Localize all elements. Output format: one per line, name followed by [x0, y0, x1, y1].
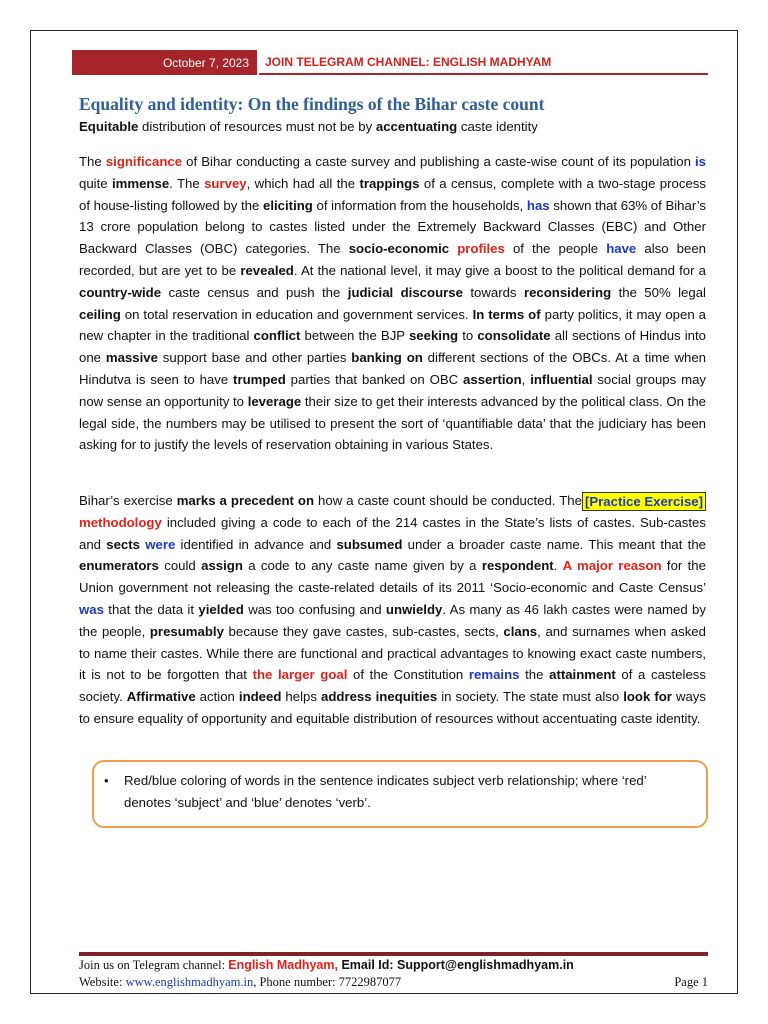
- text-run: was too confusing and: [243, 601, 386, 617]
- vocab-word: leverage: [247, 393, 302, 409]
- text-run: their size to get their interests advanced by the political class. On the legal side, the numbers may be utilised to present the sort of ‘quantifiable data’ that the judiciary has been asking for to justify the levels of reservation obtaining in various States.: [79, 393, 706, 453]
- text-run: . At the national level, it may give a boost to the political demand for a: [293, 262, 706, 278]
- vocab-word: sects: [106, 536, 140, 552]
- text-run: caste identity: [457, 119, 538, 134]
- bullet-icon: •: [104, 773, 109, 788]
- vocab-word: trappings: [359, 175, 420, 191]
- vocab-word: eliciting: [263, 197, 313, 213]
- text-run: towards: [462, 284, 524, 300]
- text-run: between the BJP: [300, 328, 409, 344]
- text-run: action: [195, 689, 239, 705]
- text-run: shown that 63% of Bihar’s 13 crore population belong to castes listed under the Extremely Backward Classes (EBC) and Other Backward Classes (OBC) categories. The: [79, 197, 707, 257]
- footer-contact-line: [79, 958, 708, 973]
- vocab-word: unwieldy: [385, 601, 443, 617]
- text-run: The: [79, 154, 106, 169]
- text-run: under a broader caste name. This meant that the: [402, 536, 706, 552]
- text-run: . As many as 46 lakh castes were named by the people,: [79, 601, 706, 639]
- text-run: parties that banked on OBC: [285, 371, 464, 387]
- text-run: of the Constitution: [347, 667, 469, 683]
- footer-website-prefix: Website:: [79, 975, 126, 989]
- verb-word: is: [695, 154, 707, 169]
- note-text: Red/blue coloring of words in the sentence indicates subject verb relationship; where ‘red’ denotes ‘subject’ and ‘blue’ denotes ‘verb’.: [124, 773, 647, 810]
- vocab-word: country-wide: [79, 284, 162, 300]
- footer-channel-name[interactable]: English Madhyam,: [228, 958, 338, 972]
- text-run: on total reservation in education and government services.: [120, 306, 473, 322]
- text-run: to: [458, 328, 478, 344]
- vocab-word: attainment: [549, 667, 616, 683]
- vocab-word: massive: [105, 350, 158, 366]
- verb-word: has: [526, 197, 550, 213]
- text-run: identified in advance and: [175, 536, 337, 552]
- text-run: of the people: [504, 241, 607, 257]
- vocab-word: revealed: [240, 262, 294, 278]
- verb-word: have: [606, 241, 637, 257]
- vocab-word: influential: [530, 371, 593, 387]
- footer-email[interactable]: Email Id: Support@englishmadhyam.in: [337, 958, 574, 972]
- vocab-word: Affirmative: [126, 689, 196, 705]
- text-run: because they gave castes, sub-castes, sects,: [223, 623, 504, 639]
- vocab-word: look for: [623, 689, 672, 705]
- text-run: also been recorded, but are yet to be: [79, 241, 707, 278]
- paragraph-2-body: [79, 493, 706, 726]
- telegram-channel-banner: JOIN TELEGRAM CHANNEL: ENGLISH MADHYAM: [259, 50, 708, 75]
- verb-word: remains: [468, 667, 520, 683]
- vocab-word: respondent: [481, 558, 554, 574]
- text-run: all sections of Hindus into one: [79, 328, 707, 366]
- vocab-word: immense: [111, 175, 170, 191]
- text-run: helps: [281, 689, 321, 705]
- text-run: of a casteless society.: [79, 667, 706, 705]
- text-run: distribution of resources must not be by: [138, 119, 376, 134]
- text-run: the 50% legal: [611, 284, 706, 300]
- text-run: , which had all the: [246, 175, 360, 191]
- footer-website-line: [79, 975, 708, 990]
- vocab-word: enumerators: [79, 558, 159, 574]
- text-run: , and surnames when asked to name their castes. While there are functional and practical advantages to knowing exact caste numbers, it is not to be forgotten that: [79, 623, 706, 683]
- vocab-word: Equitable: [79, 119, 139, 134]
- verb-word: was: [79, 601, 104, 617]
- vocab-word: banking on: [351, 350, 423, 366]
- text-run: quite: [79, 175, 112, 191]
- footer-divider: [79, 952, 708, 956]
- vocab-word: trumped: [233, 371, 286, 387]
- text-run: for the Union government not releasing the caste-related details of its 2011 ‘Socio-economic and Caste Census’: [79, 558, 706, 596]
- vocab-word: subsumed: [336, 536, 403, 552]
- vocab-word: conflict: [253, 328, 301, 344]
- text-run: ,: [521, 371, 531, 387]
- article-title: Equality and identity: On the findings of the Bihar caste count: [79, 94, 545, 114]
- text-run: .: [553, 558, 563, 574]
- text-run: . The: [169, 175, 205, 191]
- subject-word: survey: [204, 175, 247, 191]
- text-run: a code to any caste name given by a: [242, 558, 482, 574]
- text-run: in society. The state must also: [437, 689, 624, 705]
- subject-word: profiles: [457, 241, 505, 257]
- text-run: different sections of the OBCs. At a time when Hindutva is seen to have: [79, 350, 706, 387]
- vocab-word: clans: [503, 623, 538, 639]
- text-run: support base and other parties: [157, 350, 352, 366]
- text-run: how a caste count should be conducted. The: [314, 493, 582, 508]
- page-number: Page 1: [674, 975, 708, 989]
- text-run: that the data it: [103, 601, 199, 617]
- text-run: ways to ensure equality of opportunity and equitable distribution of resources without accentuating caste identity.: [79, 689, 706, 726]
- text-run: included giving a code to each of the 214 castes in the State’s lists of castes. Sub-castes and: [79, 514, 706, 552]
- header-bar: [72, 50, 708, 75]
- text-run: of information from the households,: [312, 197, 527, 213]
- vocab-word: yielded: [198, 601, 244, 617]
- vocab-word: assertion: [463, 371, 522, 387]
- vocab-word: indeed: [238, 689, 282, 705]
- verb-word: were: [145, 536, 176, 552]
- footer-phone: , Phone number: 7722987077: [253, 975, 402, 989]
- vocab-word: accentuating: [375, 119, 458, 134]
- text-run: social groups may now sense an opportunity to: [79, 371, 707, 409]
- subject-word: methodology: [79, 514, 162, 530]
- article-paragraph-2: [79, 490, 706, 730]
- text-run: party politics, it may open a new chapter in the traditional: [79, 306, 707, 344]
- vocab-word: socio-economic: [348, 241, 450, 257]
- text-run: caste census and push the: [161, 284, 348, 300]
- vocab-word: address inequities: [321, 689, 438, 705]
- practice-exercise-link[interactable]: [Practice Exercise]: [582, 492, 706, 511]
- footer-website-link[interactable]: www.englishmadhyam.in: [125, 975, 254, 989]
- vocab-word: In terms of: [472, 306, 541, 322]
- text-run: could: [158, 558, 202, 574]
- text-run: Bihar’s exercise: [79, 493, 177, 508]
- vocab-word: ceiling: [79, 306, 121, 322]
- vocab-word: judicial discourse: [347, 284, 463, 300]
- vocab-word: assign: [201, 558, 243, 574]
- subject-word: significance: [105, 154, 183, 169]
- article-subtitle: [79, 119, 719, 134]
- text-run: [449, 241, 457, 256]
- vocab-word: seeking: [408, 328, 459, 344]
- text-run: the: [519, 667, 550, 683]
- subject-word: A major reason: [562, 558, 662, 574]
- subject-word: the larger goal: [252, 667, 348, 683]
- vocab-word: reconsidering: [523, 284, 612, 300]
- vocab-word: marks a precedent on: [176, 493, 315, 508]
- article-paragraph-1: [79, 151, 706, 456]
- header-date: October 7, 2023: [72, 50, 259, 75]
- text-run: of a census, complete with a two-stage process of house-listing followed by the: [79, 175, 706, 213]
- text-run: of Bihar conducting a caste survey and publishing a caste-wise count of its population: [182, 154, 696, 169]
- vocab-word: presumably: [149, 623, 224, 639]
- footer-telegram-prefix: Join us on Telegram channel:: [79, 958, 229, 972]
- vocab-word: consolidate: [477, 328, 551, 344]
